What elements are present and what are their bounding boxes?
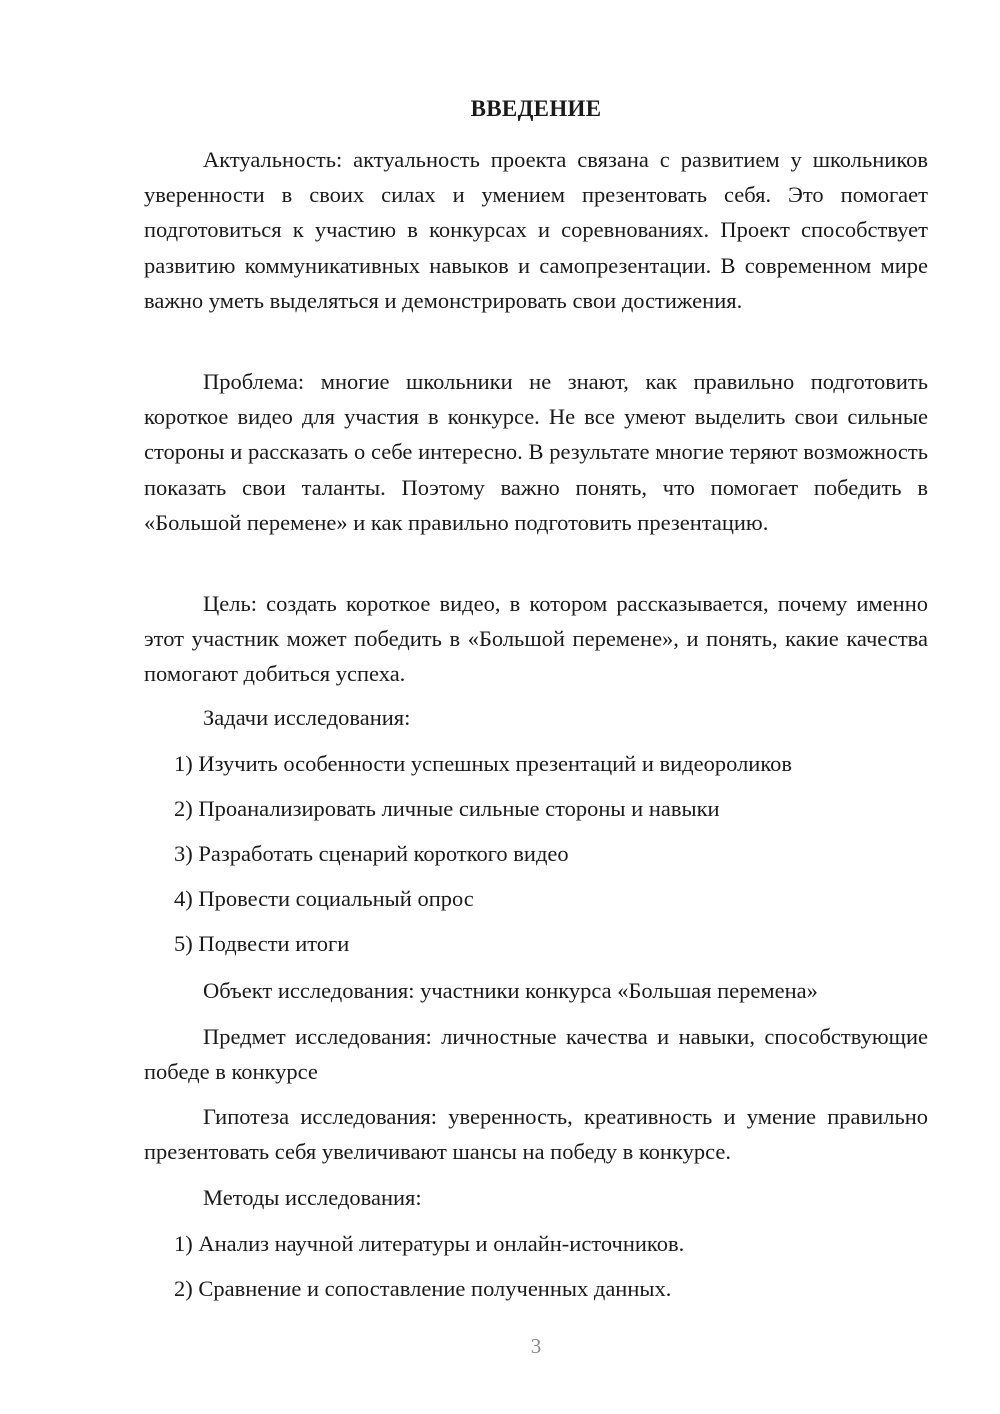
- task-item: 2) Проанализировать личные сильные стороны и навыки: [174, 796, 720, 821]
- task-item: 1) Изучить особенности успешных презентаций и видеороликов: [174, 751, 793, 776]
- methods-heading: Методы исследования:: [203, 1185, 422, 1210]
- object-paragraph: Объект исследования: участники конкурса «Большая перемена»: [203, 978, 818, 1003]
- goal-paragraph: Цель: создать короткое видео, в котором рассказывается, почему именно этот участник может победить в «Большой перемене», и понять, какие качества помогают добиться успеха.: [144, 591, 928, 687]
- subject-paragraph: Предмет исследования: личностные качества и навыки, способствующие победе в конкурсе: [144, 1024, 928, 1085]
- hypothesis-paragraph: Гипотеза исследования: уверенность, креативность и умение правильно презентовать себя увеличивают шансы на победу в конкурсе.: [144, 1104, 928, 1165]
- method-item: 2) Сравнение и сопоставление полученных данных.: [174, 1276, 672, 1301]
- task-item: 5) Подвести итоги: [174, 931, 350, 956]
- task-item: 3) Разработать сценарий короткого видео: [174, 841, 569, 866]
- tasks-heading: Задачи исследования:: [203, 705, 411, 730]
- problem-paragraph: Проблема: многие школьники не знают, как правильно подготовить короткое видео для участия в конкурсе. Не все умеют выделить свои сильные стороны и рассказать о себе интересно. В результате многие теряют возможность показать свои таланты. Поэтому важно понять, что помогает победить в «Большой перемене» и как правильно подготовить презентацию.: [144, 369, 928, 535]
- task-item: 4) Провести социальный опрос: [174, 886, 474, 911]
- section-title: ВВЕДЕНИЕ: [470, 96, 602, 121]
- page-number: 3: [530, 1334, 542, 1358]
- method-item: 1) Анализ научной литературы и онлайн-источников.: [174, 1231, 685, 1256]
- relevance-paragraph: Актуальность: актуальность проекта связана с развитием у школьников уверенности в своих силах и умением презентовать себя. Это помогает подготовиться к участию в конкурсах и соревнованиях. Проект способствует развитию коммуникативных навыков и самопрезентации. В современном мире важно уметь выделяться и демонстрировать свои достижения.: [144, 147, 928, 313]
